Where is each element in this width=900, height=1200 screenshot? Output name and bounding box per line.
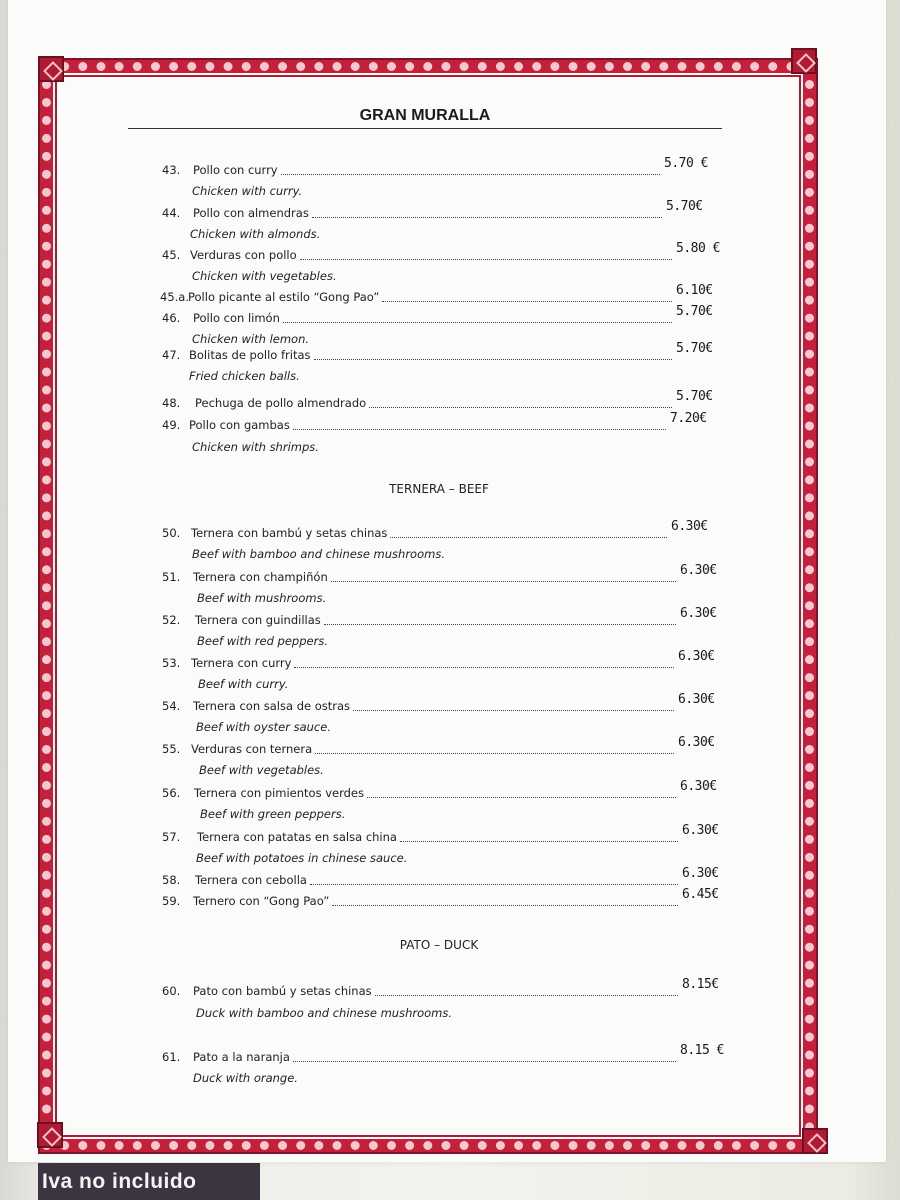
menu-item-description: Duck with orange.	[193, 1071, 298, 1085]
menu-item-name: Pollo picante al estilo “Gong Pao”	[188, 290, 380, 304]
menu-item-price: 6.30€	[678, 649, 715, 664]
section-heading-duck: PATO – DUCK	[399, 938, 479, 952]
dot-leader	[310, 883, 678, 885]
dot-leader	[369, 406, 672, 408]
menu-item-name: Ternera con patatas en salsa china	[197, 830, 397, 844]
menu-item-name: Ternera con pimientos verdes	[194, 786, 364, 800]
menu-item-description: Beef with curry.	[198, 677, 289, 691]
dot-leader	[331, 580, 676, 582]
menu-item-description: Beef with bamboo and chinese mushrooms.	[192, 547, 445, 561]
dot-leader	[353, 709, 674, 711]
dot-leader	[332, 904, 678, 906]
dot-leader	[400, 840, 678, 842]
border-corner-ornament	[37, 1122, 63, 1148]
dot-leader	[312, 216, 662, 218]
menu-item-price: 6.30€	[678, 735, 715, 750]
menu-item-number: 48.	[162, 396, 181, 410]
menu-item-price: 6.30€	[682, 866, 719, 881]
menu-item-price: 6.45€	[682, 887, 719, 902]
menu-item-number: 46.	[162, 311, 181, 325]
menu-item-name: Pollo con almendras	[193, 206, 309, 220]
menu-item-description: Chicken with curry.	[192, 184, 303, 198]
menu-item-name: Ternero con “Gong Pao”	[193, 894, 330, 908]
menu-item-name: Ternera con salsa de ostras	[193, 699, 351, 713]
menu-item-description: Beef with mushrooms.	[197, 591, 327, 605]
dot-leader	[315, 752, 674, 754]
dot-leader	[283, 321, 672, 323]
menu-item-name: Ternera con curry	[191, 656, 292, 670]
menu-item-number: 61.	[162, 1050, 181, 1064]
dot-leader	[382, 300, 672, 302]
menu-item-number: 59.	[162, 894, 181, 908]
menu-item-price: 6.30€	[682, 823, 719, 838]
menu-item-price: 6.30€	[671, 519, 708, 534]
menu-item-name: Pollo con gambas	[189, 418, 290, 432]
tax-notice-badge: Iva no incluido	[38, 1163, 260, 1200]
menu-item-name: Pato a la naranja	[193, 1050, 290, 1064]
menu-item-name: Pollo con curry	[193, 163, 278, 177]
menu-item-price: 5.80 €	[676, 241, 720, 256]
dot-leader	[294, 666, 674, 668]
menu-item-number: 52.	[162, 613, 181, 627]
dot-leader	[390, 536, 667, 538]
menu-title: GRAN MURALLA	[359, 107, 491, 124]
menu-item-number: 54.	[162, 699, 181, 713]
menu-item-number: 60.	[162, 984, 181, 998]
menu-item-number: 50.	[162, 526, 181, 540]
menu-item-description: Beef with potatoes in chinese sauce.	[196, 851, 408, 865]
menu-item-name: Pollo con limón	[193, 311, 280, 325]
menu-item-number: 53.	[162, 656, 181, 670]
menu-item-number: 56.	[162, 786, 181, 800]
menu-item-name: Ternera con guindillas	[195, 613, 321, 627]
menu-item-name: Ternera con champiñón	[193, 570, 328, 584]
border-corner-ornament	[791, 48, 817, 74]
menu-item-price: 5.70 €	[664, 156, 708, 171]
title-underline	[128, 128, 722, 129]
menu-item-name: Ternera con bambú y setas chinas	[191, 526, 388, 540]
menu-item-number: 51.	[162, 570, 181, 584]
dot-leader	[367, 796, 676, 798]
menu-item-description: Duck with bamboo and chinese mushrooms.	[196, 1006, 453, 1020]
menu-item-number: 47.	[162, 348, 181, 362]
menu-item-number: 49.	[162, 418, 181, 432]
menu-item-number: 58.	[162, 873, 181, 887]
menu-item-description: Beef with green peppers.	[200, 807, 346, 821]
dot-leader	[293, 1060, 676, 1062]
menu-item-price: 7.20€	[670, 411, 707, 426]
border-corner-ornament	[802, 1128, 828, 1154]
menu-item-price: 6.10€	[676, 283, 713, 298]
menu-item-price: 5.70€	[676, 389, 713, 404]
menu-item-name: Verduras con pollo	[190, 248, 297, 262]
menu-item-price: 6.30€	[680, 779, 717, 794]
section-heading-beef: TERNERA – BEEF	[389, 482, 489, 496]
menu-item-price: 8.15 €	[680, 1043, 724, 1058]
menu-item-price: 6.30€	[678, 692, 715, 707]
menu-item-description: Beef with oyster sauce.	[196, 720, 331, 734]
menu-item-name: Pechuga de pollo almendrado	[195, 396, 367, 410]
menu-item-number: 57.	[162, 830, 181, 844]
menu-item-price: 6.30€	[680, 563, 717, 578]
menu-item-number: 45.a.	[160, 290, 189, 304]
menu-item-name: Pato con bambú y setas chinas	[193, 984, 372, 998]
menu-item-price: 8.15€	[682, 977, 719, 992]
menu-item-description: Beef with red peppers.	[197, 634, 328, 648]
menu-item-name: Verduras con ternera	[191, 742, 313, 756]
dot-leader	[300, 258, 672, 260]
border-corner-ornament	[38, 56, 64, 82]
menu-item-description: Chicken with vegetables.	[192, 269, 337, 283]
dot-leader	[375, 994, 678, 996]
menu-item-description: Chicken with lemon.	[192, 332, 310, 346]
menu-item-price: 5.70€	[666, 199, 703, 214]
menu-item-description: Chicken with shrimps.	[192, 440, 319, 454]
menu-item-description: Fried chicken balls.	[189, 369, 300, 383]
menu-item-name: Ternera con cebolla	[195, 873, 307, 887]
menu-item-price: 5.70€	[676, 304, 713, 319]
menu-item-number: 45.	[162, 248, 181, 262]
dot-leader	[281, 173, 660, 175]
menu-item-price: 5.70€	[676, 341, 713, 356]
dot-leader	[293, 428, 666, 430]
menu-item-description: Chicken with almonds.	[190, 227, 321, 241]
menu-item-number: 55.	[162, 742, 181, 756]
dot-leader	[324, 623, 676, 625]
menu-item-name: Bolitas de pollo fritas	[189, 348, 311, 362]
menu-item-number: 44.	[162, 206, 181, 220]
dot-leader	[314, 358, 673, 360]
menu-item-price: 6.30€	[680, 606, 717, 621]
menu-item-description: Beef with vegetables.	[199, 763, 324, 777]
menu-item-number: 43.	[162, 163, 181, 177]
